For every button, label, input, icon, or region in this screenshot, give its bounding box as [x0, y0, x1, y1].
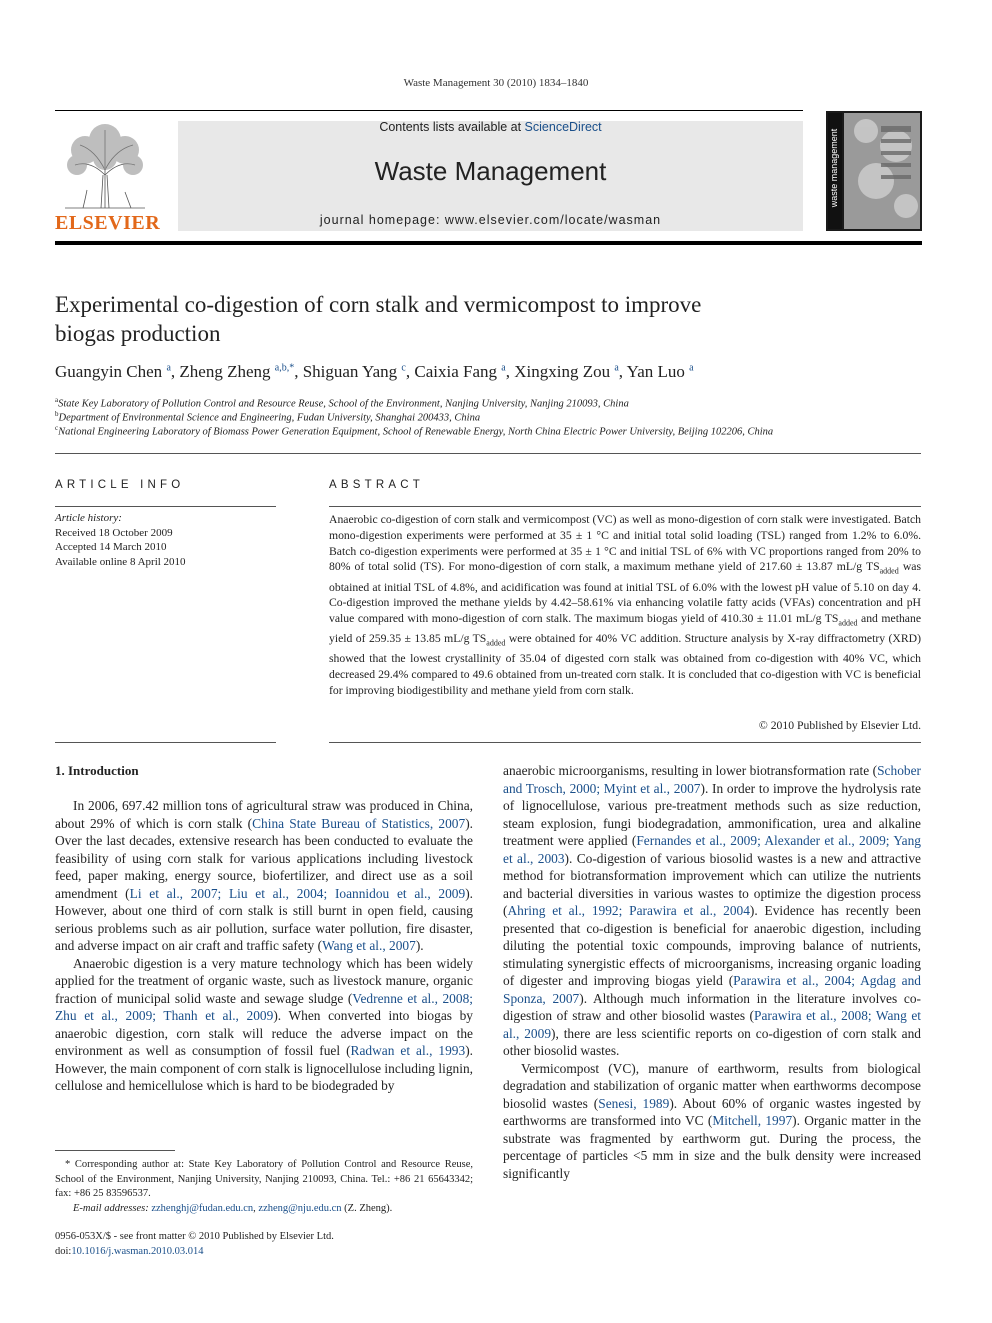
affiliation-c: $^c$National Engineering Laboratory of Biomass Power Generation Equipment, School of Renewable Energy, North China Electric Power University, Beijing 102206, China [55, 424, 774, 438]
reference-link[interactable]: Schober and Trosch, 2000; Myint et al., 2007 [503, 763, 921, 796]
header-thick-rule [55, 241, 922, 245]
abstract-bottom-divider [329, 742, 921, 743]
contents-prefix: Contents lists available at [379, 120, 525, 134]
info-bottom-divider [55, 742, 276, 743]
body-paragraph: Anaerobic digestion is a very mature technology which has been widely applied for the treatment of organic waste, such as livestock manure, organic fraction of municipal solid waste and sewage sludge (Vedrenne et al., 2008; Zhu et al., 2009; Thanh et al., 2009). When converted into biogas by anaerobic digestion, corn stalk will reduce the adverse impact on the environment as well as consumption of fossil fuel (Radwan et al., 1993). However, the main component of corn stalk is lignocellulose including lignin, cellulose and hemicellulose which is hard to be biodegraded by [55, 955, 473, 1093]
email-link[interactable]: zzheng@nju.edu.cn [258, 1202, 342, 1214]
footnote-rule [55, 1150, 175, 1151]
issn-line: 0956-053X/$ - see front matter © 2010 Published by Elsevier Ltd. [55, 1231, 334, 1242]
corresponding-author-text: * Corresponding author at: State Key Laboratory of Pollution Control and Resource Reuse, School of the Environment, Nanjing University, Nanjing 210093, China. Tel.: +86 21 65643342; fax: +86 25 83596537. [55, 1159, 473, 1199]
received-date: Received 18 October 2009 [55, 526, 173, 539]
reference-link[interactable]: China State Bureau of Statistics, 2007 [252, 815, 466, 831]
article-info-heading: ARTICLE INFO [55, 479, 185, 491]
author[interactable]: Zheng Zheng $^{a,b,*}$ [179, 362, 295, 381]
body-paragraph: Vermicompost (VC), manure of earthworm, results from biological degradation and stabilization of organic matter when earthworms decompose biosolid wastes (Senesi, 1989). About 60% of organic wastes ingested by earthworms are transformed into VC (Mitchell, 1997). Organic matter in the substrate was fragmented by earthworm gut. During the process, the percentage of particles <5 mm in size and the bulk density were increased significantly [503, 1060, 921, 1181]
article-title-line2: biogas production [55, 321, 221, 346]
abstract-heading: ABSTRACT [329, 479, 424, 491]
journal-title: Waste Management [374, 156, 607, 186]
reference-link[interactable]: Senesi, 1989 [598, 1095, 670, 1111]
article-info-divider [55, 506, 276, 507]
elsevier-wordmark: ELSEVIER [55, 212, 161, 234]
body-column-left [55, 797, 473, 1095]
contents-line [178, 120, 803, 134]
author[interactable]: Guangyin Chen $^a$ [55, 362, 171, 381]
sciencedirect-link[interactable]: ScienceDirect [524, 120, 602, 134]
cover-title: waste management [829, 128, 839, 208]
author-list: Guangyin Chen $^a$, Zheng Zheng $^{a,b,*}$, Shiguan Yang $^c$, Caixia Fang $^a$, Xingxing Zou $^a$, Yan Luo $^a$ [55, 362, 694, 381]
doi-link[interactable]: 10.1016/j.wasman.2010.03.014 [71, 1245, 204, 1257]
article-history [55, 511, 275, 569]
abstract-divider [329, 506, 921, 507]
header-divider [55, 110, 803, 111]
reference-link[interactable]: Wang et al., 2007 [322, 938, 416, 953]
page-footer [55, 1230, 473, 1259]
reference-link[interactable]: Parawira et al., 2008; Wang et al., 2009 [503, 1008, 921, 1041]
article-title [55, 290, 915, 348]
affiliation-a: $^a$State Key Laboratory of Pollution Control and Resource Reuse, School of the Environment, Nanjing University, Nanjing 210093, China [55, 396, 629, 410]
email-link[interactable]: zzhenghj@fudan.edu.cn [151, 1202, 254, 1214]
reference-link[interactable]: Mitchell, 1997 [712, 1113, 793, 1128]
introduction-heading: 1. Introduction [55, 763, 139, 778]
reference-link[interactable]: Radwan et al., 1993 [350, 1043, 466, 1058]
article-title-line1: Experimental co-digestion of corn stalk and vermicompost to improve [55, 292, 702, 317]
copyright-notice: © 2010 Published by Elsevier Ltd. [758, 719, 921, 732]
reference-link[interactable]: Vedrenne et al., 2008; Zhu et al., 2009; Thanh et al., 2009 [55, 990, 473, 1023]
journal-citation: Waste Management 30 (2010) 1834–1840 [403, 77, 589, 89]
journal-homepage[interactable]: journal homepage: www.elsevier.com/locate/wasman [319, 213, 662, 227]
reference-link[interactable]: Ahring et al., 1992; Parawira et al., 2004 [507, 903, 750, 918]
affiliation-b: $^b$Department of Environmental Science and Engineering, Fudan University, Shanghai 200433, China [55, 410, 481, 424]
author[interactable]: Shiguan Yang $^c$ [302, 362, 406, 381]
author[interactable]: Yan Luo $^a$ [626, 362, 694, 381]
journal-cover-image [826, 111, 922, 231]
author[interactable]: Xingxing Zou $^a$ [514, 362, 619, 381]
reference-link[interactable]: Fernandes et al., 2009; Alexander et al., 2009; Yang et al., 2003 [503, 833, 921, 866]
email-line: E-mail addresses: zzhenghj@fudan.edu.cn, zzheng@nju.edu.cn (Z. Zheng). [73, 1202, 393, 1214]
abstract-text: Anaerobic co-digestion of corn stalk and vermicompost (VC) as well as mono-digestion of corn stalk were investigated. Batch mono-digestion experiments were performed at 35 ± 1 °C and initial total solid loading (TSL) ranged from 1.2% to 6.0%. Batch co-digestion experiments were performed at 35 ± 1 °C and initial TSL of 6% with VC proportions ranged from 20% to 80% of total solid (TS). For mono-digestion of corn stalk, a maximum methane yield of 217.60 ± 13.87 mL/g $TS_{added}$ was obtained at initial TSL of 4.8%, and acidification was found at initial TSL of 6.0% with the lowest pH value of 5.10 on day 4. Co-digestion improved the methane yields by 4.42–58.61% via enhancing volatile fatty acids (VFAs) concentration and pH value compared with mono-digestion of corn stalk. The maximum biogas yield of 410.30 ± 11.01 mL/g $TS_{added}$ and methane yield of 259.35 ± 13.85 mL/g $TS_{added}$ were obtained for 40% VC addition. Structure analysis by X-ray diffractometry (XRD) showed that the lowest crystallinity of 35.04 of digested corn stalk was obtained from co-digestion with 40% VC, which decreased 29.4% compared to 49.6 obtained from un-treated corn stalk. It is concluded that co-digestion with VC is beneficial for improving biodigestibility and methane yield from corn stalk. [329, 513, 922, 697]
body-paragraph: anaerobic microorganisms, resulting in lower biotransformation rate (Schober and Trosch, 2000; Myint et al., 2007). In order to improve the hydrolysis rate of lignocellulose, various pre-treatment methods such as size reduction, steam explosion, fungi biodegradation, ammonification, urea and alkaline treatment were applied (Fernandes et al., 2009; Alexander et al., 2009; Yang et al., 2003). Co-digestion of various biosolid wastes is a new and attractive method for biotransformation improvement which can utilize the nutrients and bacterial diversities in various wastes to optimize the digestion process (Ahring et al., 1992; Parawira et al., 2004). Evidence has recently been presented that co-digestion is beneficial for anaerobic digestion, including diluting the potential toxic compounds, improving balance of nutrients, stimulating synergistic effects of microorganisms, increasing organic loading of digester and improving biogas yield (Parawira et al., 2004; Agdag and Sponza, 2007). Although much information in the literature involves co-digestion of straw and other biosolid wastes (Parawira et al., 2008; Wang et al., 2009), there are less scientific reports on co-digestion of corn stalk and other biosolid wastes. [503, 763, 921, 1058]
reference-link[interactable]: Parawira et al., 2004; Agdag and Sponza, 2007 [503, 973, 921, 1006]
online-date: Available online 8 April 2010 [55, 555, 186, 568]
doi-line: doi:10.1016/j.wasman.2010.03.014 [55, 1245, 204, 1257]
reference-link[interactable]: Li et al., 2007; Liu et al., 2004; Ioannidou et al., 2009 [129, 885, 466, 901]
corresponding-author-footnote [55, 1158, 473, 1216]
history-label: Article history: [55, 512, 122, 524]
body-paragraph: In 2006, 697.42 million tons of agricultural straw was produced in China, about 29% of which is corn stalk (China State Bureau of Statistics, 2007). Over the last decades, extensive research has been conducted to evaluate the feasibility of using corn stalk for various applications including livestock feed, paper making, energy source, biofertilizer, and direct use as a soil amendment (Li et al., 2007; Liu et al., 2004; Ioannidou et al., 2009). However, about one third of corn stalk is still burnt in open field, causing serious problems such as air pollution, surface water pollution, fire disaster, and adverse impact on air craft and traffic safety (Wang et al., 2007). [55, 798, 474, 953]
author[interactable]: Caixia Fang $^a$ [414, 362, 506, 381]
body-column-right [503, 762, 921, 1182]
affiliation-divider [55, 453, 921, 454]
accepted-date: Accepted 14 March 2010 [55, 541, 167, 553]
